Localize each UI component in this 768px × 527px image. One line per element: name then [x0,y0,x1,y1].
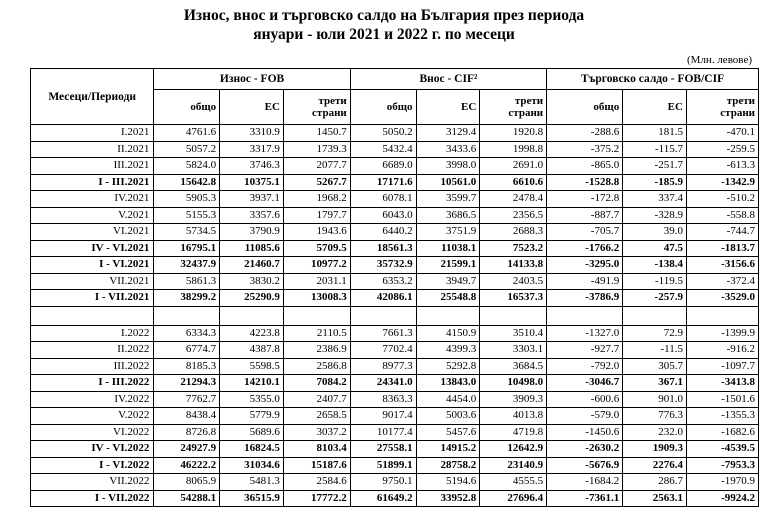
value-cell: 2563.1 [623,490,687,507]
value-cell: 13843.0 [416,375,480,392]
value-cell: -1970.9 [686,474,758,491]
value-cell: 3357.6 [220,207,284,224]
table-row [31,191,759,208]
value-cell: -5676.9 [547,457,623,474]
value-cell: -1450.6 [547,424,623,441]
value-cell: 1943.6 [283,224,350,241]
table-row [31,273,759,290]
value-cell: 8363.3 [350,391,416,408]
table-row [31,158,759,175]
value-cell: -3156.6 [686,257,758,274]
table-row [31,391,759,408]
value-cell: 2403.5 [480,273,547,290]
value-cell: 2110.5 [283,325,350,342]
value-cell: 11038.1 [416,240,480,257]
value-cell: -579.0 [547,408,623,425]
value-cell [283,306,350,325]
value-cell: 5481.3 [220,474,284,491]
value-cell: -1682.6 [686,424,758,441]
import-third-header: трети страни [480,90,547,125]
value-cell: -470.1 [686,125,758,142]
value-cell: 7661.3 [350,325,416,342]
value-cell: 15642.8 [154,174,220,191]
period-cell: V.2021 [31,207,154,224]
value-cell: 12642.9 [480,441,547,458]
balance-third-header: трети страни [686,90,758,125]
value-cell: -558.8 [686,207,758,224]
value-cell: 2478.4 [480,191,547,208]
value-cell: -115.7 [623,141,687,158]
value-cell: 5057.2 [154,141,220,158]
period-cell: IV - VI.2022 [31,441,154,458]
value-cell: -792.0 [547,358,623,375]
value-cell: 38299.2 [154,290,220,307]
value-cell: 3949.7 [416,273,480,290]
value-cell: -138.4 [623,257,687,274]
table-row [31,474,759,491]
value-cell: 5905.3 [154,191,220,208]
value-cell: 21460.7 [220,257,284,274]
value-cell: -744.7 [686,224,758,241]
value-cell: 3684.5 [480,358,547,375]
value-cell: 5050.2 [350,125,416,142]
table-row [31,342,759,359]
period-cell: VI.2021 [31,224,154,241]
table-row [31,408,759,425]
value-cell: -119.5 [623,273,687,290]
period-cell: II.2021 [31,141,154,158]
period-cell: I - VI.2022 [31,457,154,474]
value-cell: 10977.2 [283,257,350,274]
value-cell: 3599.7 [416,191,480,208]
page-title [0,6,768,44]
value-cell: 17171.6 [350,174,416,191]
value-cell: -257.9 [623,290,687,307]
import-total-header: общо [350,90,416,125]
value-cell [623,306,687,325]
value-cell: 21599.1 [416,257,480,274]
value-cell: 5709.5 [283,240,350,257]
value-cell: 4223.8 [220,325,284,342]
value-cell: 2077.7 [283,158,350,175]
value-cell: -259.5 [686,141,758,158]
value-cell: 3830.2 [220,273,284,290]
value-cell: 17772.2 [283,490,350,507]
value-cell: 2356.5 [480,207,547,224]
table-row [31,125,759,142]
value-cell: 8103.4 [283,441,350,458]
value-cell: 14133.8 [480,257,547,274]
value-cell: 24341.0 [350,375,416,392]
value-cell: 9750.1 [350,474,416,491]
value-cell: 776.3 [623,408,687,425]
value-cell: 5432.4 [350,141,416,158]
period-cell: III.2021 [31,158,154,175]
value-cell: 3303.1 [480,342,547,359]
value-cell: -510.2 [686,191,758,208]
value-cell: 8185.3 [154,358,220,375]
value-cell: 8726.8 [154,424,220,441]
value-cell: 4719.8 [480,424,547,441]
value-cell: 39.0 [623,224,687,241]
value-cell: 14210.1 [220,375,284,392]
value-cell: 5457.6 [416,424,480,441]
value-cell: 14915.2 [416,441,480,458]
value-cell [547,306,623,325]
value-cell: 32437.9 [154,257,220,274]
period-cell: I - VII.2022 [31,490,154,507]
value-cell: 7762.7 [154,391,220,408]
value-cell: -372.4 [686,273,758,290]
value-cell: 5355.0 [220,391,284,408]
value-cell: -11.5 [623,342,687,359]
value-cell: 5734.5 [154,224,220,241]
value-cell: 4454.0 [416,391,480,408]
import-eu-header: ЕС [416,90,480,125]
export-total-header: общо [154,90,220,125]
value-cell: -3295.0 [547,257,623,274]
value-cell: 1920.8 [480,125,547,142]
value-cell: 27696.4 [480,490,547,507]
table-row [31,141,759,158]
period-cell: IV.2022 [31,391,154,408]
value-cell: 6774.7 [154,342,220,359]
value-cell: 181.5 [623,125,687,142]
value-cell: 8977.3 [350,358,416,375]
value-cell: 11085.6 [220,240,284,257]
value-cell [220,306,284,325]
value-cell: 16795.1 [154,240,220,257]
value-cell: 6353.2 [350,273,416,290]
value-cell: 6440.2 [350,224,416,241]
value-cell: 1909.3 [623,441,687,458]
value-cell: 33952.8 [416,490,480,507]
value-cell: 72.9 [623,325,687,342]
header-export: Износ - FOB [154,69,350,90]
value-cell: -916.2 [686,342,758,359]
value-cell: 901.0 [623,391,687,408]
value-cell: 3433.6 [416,141,480,158]
unit-label: (Млн. левове) [687,54,752,66]
value-cell: 31034.6 [220,457,284,474]
value-cell: 5292.8 [416,358,480,375]
value-cell: 27558.1 [350,441,416,458]
value-cell: 3751.9 [416,224,480,241]
value-cell: -1528.8 [547,174,623,191]
value-cell: 3310.9 [220,125,284,142]
value-cell: 35732.9 [350,257,416,274]
header-period: Месеци/Периоди [31,69,154,125]
table-row [31,174,759,191]
value-cell: 16824.5 [220,441,284,458]
value-cell: -927.7 [547,342,623,359]
value-cell: 4399.3 [416,342,480,359]
value-cell: -3413.8 [686,375,758,392]
value-cell: 1998.8 [480,141,547,158]
value-cell: 42086.1 [350,290,416,307]
spacer-row [31,306,759,325]
table-row [31,358,759,375]
value-cell: 2658.5 [283,408,350,425]
value-cell: 232.0 [623,424,687,441]
value-cell: 51899.1 [350,457,416,474]
value-cell: 4150.9 [416,325,480,342]
value-cell: -328.9 [623,207,687,224]
export-third-header: трети страни [283,90,350,125]
table-row [31,290,759,307]
value-cell: -600.6 [547,391,623,408]
value-cell: -7953.3 [686,457,758,474]
value-cell: 47.5 [623,240,687,257]
value-cell: -172.8 [547,191,623,208]
value-cell: 5598.5 [220,358,284,375]
value-cell: 5861.3 [154,273,220,290]
period-cell: IV - VI.2021 [31,240,154,257]
value-cell [416,306,480,325]
value-cell: 46222.2 [154,457,220,474]
value-cell: 5194.6 [416,474,480,491]
value-cell: -1813.7 [686,240,758,257]
period-cell: I - III.2021 [31,174,154,191]
value-cell: 3937.1 [220,191,284,208]
value-cell: 25290.9 [220,290,284,307]
value-cell: -185.9 [623,174,687,191]
value-cell: 305.7 [623,358,687,375]
value-cell [686,306,758,325]
value-cell: 8438.4 [154,408,220,425]
value-cell: -1766.2 [547,240,623,257]
value-cell: 6689.0 [350,158,416,175]
header-balance: Търговско салдо - FOB/CIF [547,69,759,90]
value-cell: -1501.6 [686,391,758,408]
value-cell: 3790.9 [220,224,284,241]
table-row [31,325,759,342]
value-cell: 5267.7 [283,174,350,191]
table-row [31,257,759,274]
value-cell: -1399.9 [686,325,758,342]
value-cell [154,306,220,325]
value-cell: 3686.5 [416,207,480,224]
value-cell: 6334.3 [154,325,220,342]
table-row [31,457,759,474]
value-cell: 2031.1 [283,273,350,290]
value-cell: 3746.3 [220,158,284,175]
export-eu-header: ЕС [220,90,284,125]
value-cell: 1450.7 [283,125,350,142]
value-cell: 25548.8 [416,290,480,307]
period-cell: III.2022 [31,358,154,375]
trade-table [30,68,759,507]
value-cell: 337.4 [623,191,687,208]
value-cell: 3909.3 [480,391,547,408]
value-cell: 1968.2 [283,191,350,208]
value-cell: 3129.4 [416,125,480,142]
value-cell: 6610.6 [480,174,547,191]
value-cell: -491.9 [547,273,623,290]
value-cell: 4013.8 [480,408,547,425]
value-cell: 2386.9 [283,342,350,359]
value-cell: 2688.3 [480,224,547,241]
value-cell: 2586.8 [283,358,350,375]
value-cell: -613.3 [686,158,758,175]
value-cell: 7084.2 [283,375,350,392]
title-line-2: януари - юли 2021 и 2022 г. по месеци [253,26,515,43]
value-cell: -3529.0 [686,290,758,307]
value-cell: 8065.9 [154,474,220,491]
value-cell: 16537.3 [480,290,547,307]
period-cell: I - III.2022 [31,375,154,392]
value-cell: 4555.5 [480,474,547,491]
value-cell: -288.6 [547,125,623,142]
value-cell: 5155.3 [154,207,220,224]
value-cell: 286.7 [623,474,687,491]
value-cell: 24927.9 [154,441,220,458]
value-cell: 6043.0 [350,207,416,224]
value-cell [350,306,416,325]
value-cell: 10177.4 [350,424,416,441]
value-cell: 10498.0 [480,375,547,392]
value-cell: 13008.3 [283,290,350,307]
value-cell: 4761.6 [154,125,220,142]
value-cell: 15187.6 [283,457,350,474]
value-cell: 9017.4 [350,408,416,425]
value-cell: 7523.2 [480,240,547,257]
value-cell: 3998.0 [416,158,480,175]
value-cell: -2630.2 [547,441,623,458]
value-cell: -3786.9 [547,290,623,307]
value-cell: 1797.7 [283,207,350,224]
value-cell: -1355.3 [686,408,758,425]
period-cell: VII.2021 [31,273,154,290]
value-cell: 10375.1 [220,174,284,191]
value-cell: -887.7 [547,207,623,224]
value-cell: 10561.0 [416,174,480,191]
value-cell: 23140.9 [480,457,547,474]
value-cell: 36515.9 [220,490,284,507]
value-cell [480,306,547,325]
value-cell: 5824.0 [154,158,220,175]
value-cell: -9924.2 [686,490,758,507]
period-cell: I - VII.2021 [31,290,154,307]
period-cell: VI.2022 [31,424,154,441]
value-cell: 7702.4 [350,342,416,359]
value-cell: -375.2 [547,141,623,158]
balance-eu-header: ЕС [623,90,687,125]
value-cell: -3046.7 [547,375,623,392]
period-cell: IV.2021 [31,191,154,208]
value-cell: -1097.7 [686,358,758,375]
value-cell: 4387.8 [220,342,284,359]
value-cell: 6078.1 [350,191,416,208]
title-line-1: Износ, внос и търговско салдо на България през периода [183,7,585,24]
table-row [31,240,759,257]
value-cell: 367.1 [623,375,687,392]
period-cell: I.2021 [31,125,154,142]
value-cell: -1342.9 [686,174,758,191]
table-row [31,224,759,241]
value-cell: 5003.6 [416,408,480,425]
value-cell: 3037.2 [283,424,350,441]
value-cell: 61649.2 [350,490,416,507]
value-cell: -4539.5 [686,441,758,458]
period-cell [31,306,154,325]
value-cell: 18561.3 [350,240,416,257]
value-cell: -865.0 [547,158,623,175]
value-cell: 3317.9 [220,141,284,158]
balance-total-header: общо [547,90,623,125]
period-cell: I.2022 [31,325,154,342]
table-row [31,490,759,507]
value-cell: 2691.0 [480,158,547,175]
value-cell: -1684.2 [547,474,623,491]
period-cell: I - VI.2021 [31,257,154,274]
period-cell: II.2022 [31,342,154,359]
value-cell: -251.7 [623,158,687,175]
value-cell: -7361.1 [547,490,623,507]
value-cell: 2276.4 [623,457,687,474]
value-cell: 5689.6 [220,424,284,441]
value-cell: 3510.4 [480,325,547,342]
table-row [31,207,759,224]
value-cell: 1739.3 [283,141,350,158]
value-cell: 2407.7 [283,391,350,408]
value-cell: -705.7 [547,224,623,241]
value-cell: 21294.3 [154,375,220,392]
value-cell: -1327.0 [547,325,623,342]
value-cell: 5779.9 [220,408,284,425]
period-cell: VII.2022 [31,474,154,491]
value-cell: 2584.6 [283,474,350,491]
value-cell: 54288.1 [154,490,220,507]
table-row [31,441,759,458]
period-cell: V.2022 [31,408,154,425]
table-row [31,375,759,392]
value-cell: 28758.2 [416,457,480,474]
table-row [31,424,759,441]
header-import: Внос - CIF² [350,69,546,90]
